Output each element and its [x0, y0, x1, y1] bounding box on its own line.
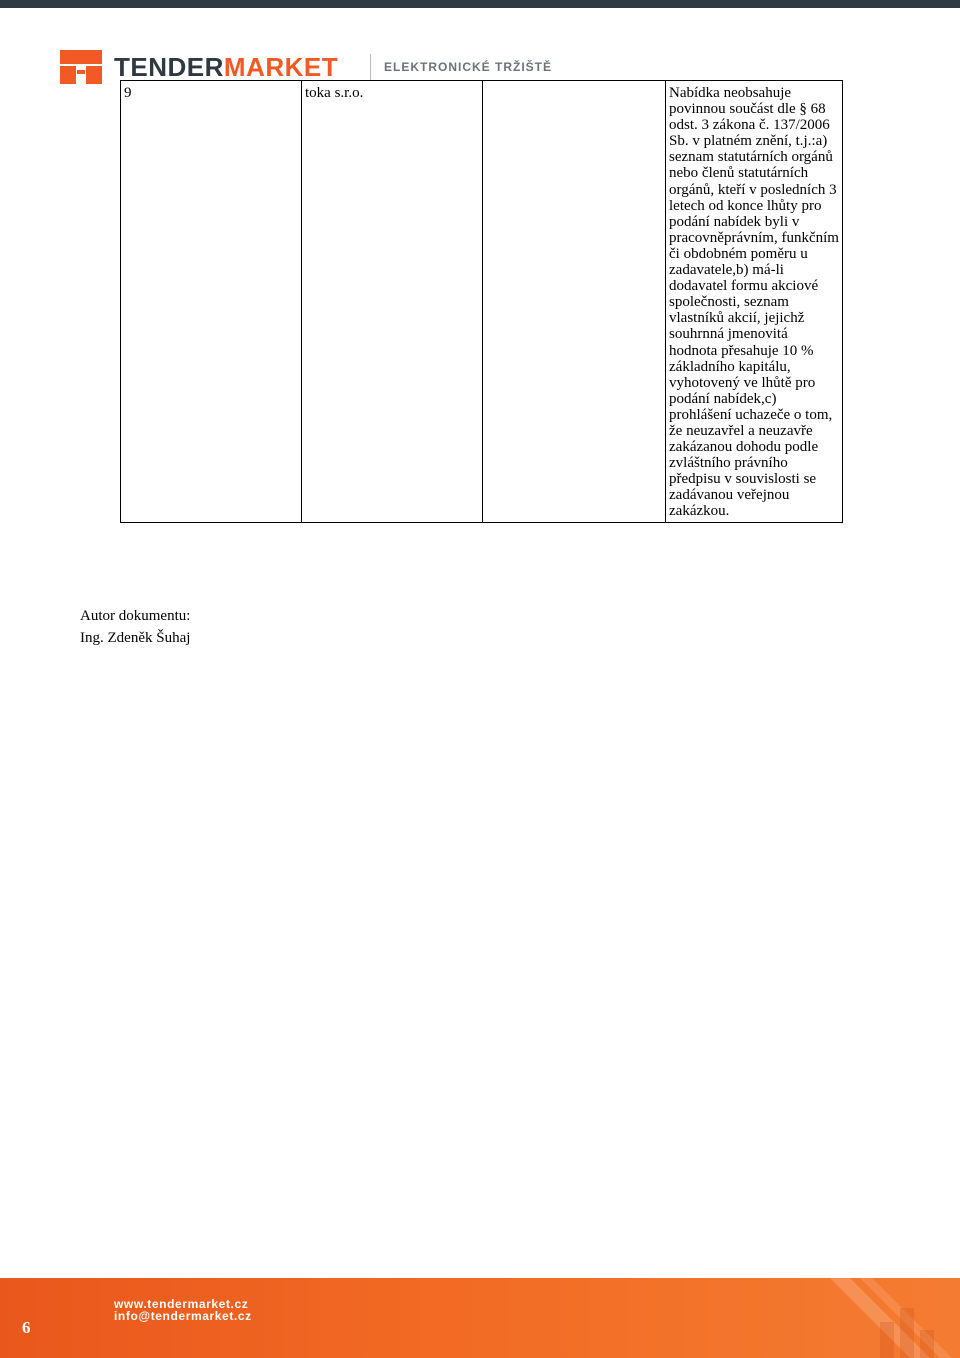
footer-decoration-icon: [600, 1278, 960, 1358]
cell-note: Nabídka neobsahuje povinnou součást dle § 68 odst. 3 zákona č. 137/2006 Sb. v platném znění, t.j.:a) seznam statutárních orgánů nebo členů statutárních orgánů, kteří v posledních 3 letech od konce lhůty pro podání nabídek byli v pracovněprávním, funkčním či obdobném poměru u zadavatele,b) má-li dodavatel formu akciové společnosti, seznam vlastníků akcií, jejichž souhrnná jmenovitá hodnota přesahuje 10 % základního kapitálu, vyhotovený ve lhůtě pro podání nabídek,c) prohlášení uchazeče o tom, že neuzavřel a neuzavře zakázanou dohodu podle zvláštního právního předpisu v souvislosti se zadávanou veřejnou zakázkou.: [666, 81, 843, 523]
top-bar: [0, 0, 960, 8]
cell-number: 9: [121, 81, 302, 523]
offers-table: [120, 80, 843, 523]
cell-supplier: toka s.r.o.: [302, 81, 483, 523]
header-divider: [370, 54, 371, 80]
table-row: [121, 81, 843, 523]
header-subtitle: ELEKTRONICKÉ TRŽIŠTĚ: [384, 60, 553, 74]
footer: [0, 1278, 960, 1358]
page-number: 6: [22, 1318, 31, 1337]
author-name: Ing. Zdeněk Šuhaj: [80, 630, 191, 646]
cell-empty: [483, 81, 666, 523]
footer-email: info@tendermarket.cz: [114, 1309, 252, 1323]
author-block: [80, 605, 190, 649]
footer-website: www.tendermarket.cz: [114, 1297, 249, 1311]
brand-part-tender: TENDER: [114, 52, 224, 82]
brand-part-market: MARKET: [223, 52, 339, 82]
brand-name: [114, 51, 338, 83]
tendermarket-logo-icon: [60, 50, 102, 84]
author-label: Autor dokumentu:: [80, 608, 191, 624]
